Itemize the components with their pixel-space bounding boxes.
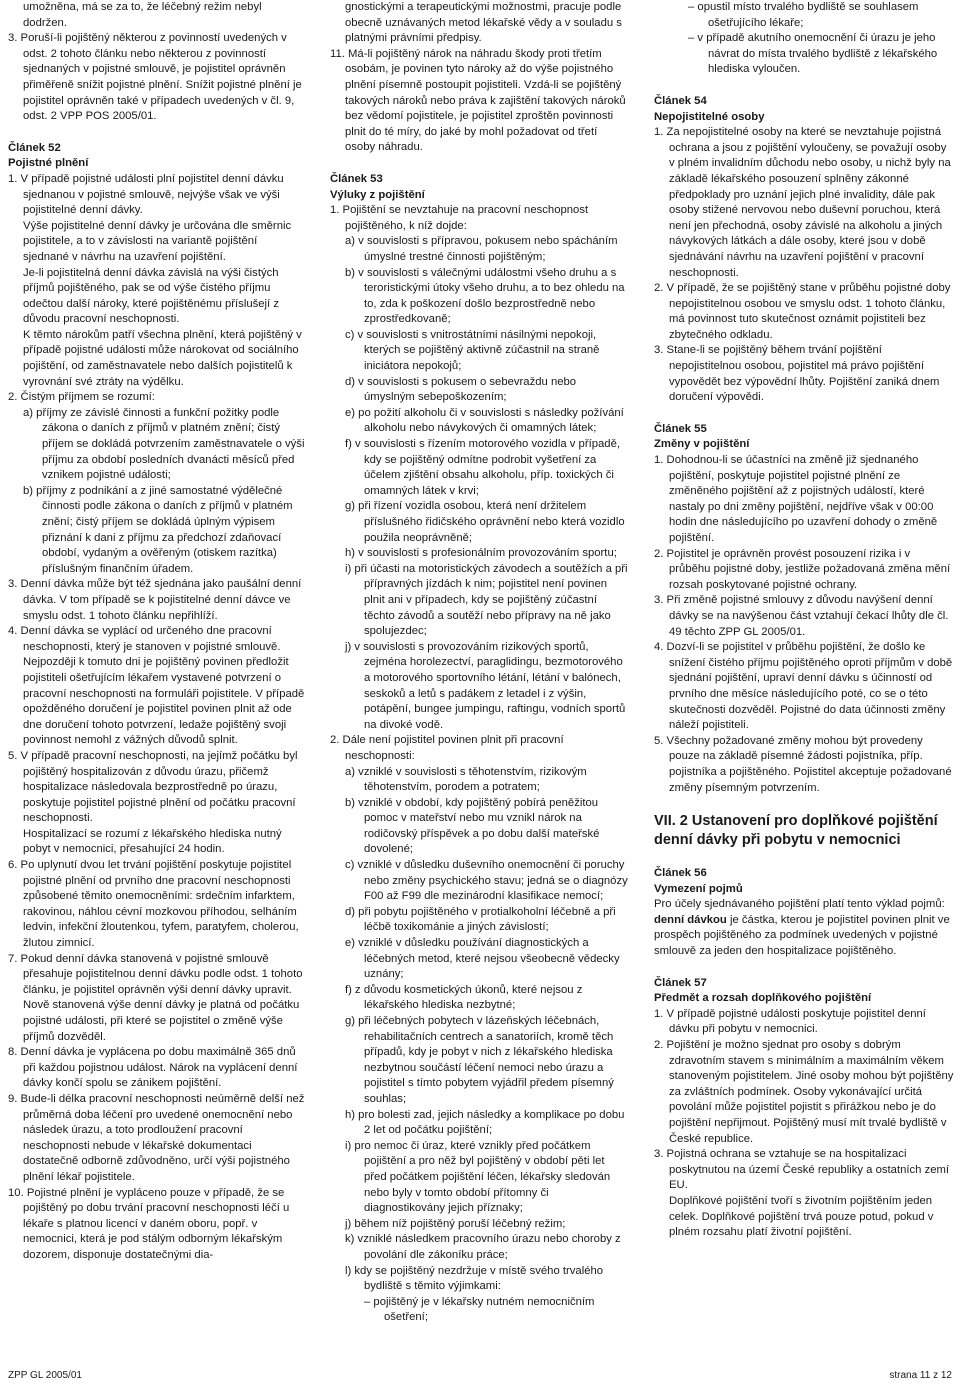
column-right — [654, 0, 954, 1241]
article-54-body — [654, 125, 954, 406]
text-paragraph: Hospitalizací se rozumí z lékařského hlediska nutný pobyt v nemocnici, přesahující 24 hodin. — [23, 827, 282, 856]
text-paragraph: umožněna, má se za to, že léčebný režim nebyl dodržen. — [23, 1, 262, 29]
text-paragraph: – opustil místo trvalého bydliště se souhlasem ošetřujícího lékaře; — [688, 1, 919, 29]
section-heading: VII. 2 Ustanovení pro doplňkové pojištění denní dávky při pobytu v nemocnici — [654, 813, 938, 849]
article-54-title: Nepojistitelné osoby — [654, 110, 765, 123]
article-52-heading: Článek 52 — [8, 141, 61, 154]
article-56-body — [654, 897, 954, 959]
text-paragraph: Je-li pojistitelná denní dávka závislá na výši čistých příjmů pojištěného, pak se od výše čistého příjmu odečtou další nároky, které pojištěnému příslušejí z důvodu pracovní neschopnosti. — [23, 266, 279, 326]
article-56-heading: Článek 56 — [654, 867, 707, 880]
text-paragraph: d) v souvislosti s pokusem o sebevraždu nebo úmyslným sebepoškozením; — [345, 375, 577, 404]
article-52-title: Pojistné plnění — [8, 157, 89, 170]
text-paragraph: l) kdy se pojištěný nezdržuje v místě svého trvalého bydliště s těmito výjimkami: — [345, 1264, 604, 1293]
article-55-body — [654, 453, 954, 796]
text-paragraph: gnostickými a terapeutickými možnostmi, pracuje podle obecně uznávaných metod lékařské vědy a v souladu s platnými právními předpisy. — [345, 1, 622, 45]
text-paragraph: f) z důvodu kosmetických úkonů, které nejsou z lékařského hlediska nezbytné; — [345, 983, 583, 1012]
text-paragraph: 2. Dále není pojistitel povinen plnit při pracovní neschopnosti: — [330, 734, 564, 762]
text-paragraph: – v případě akutního onemocnění či úrazu je jeho návrat do místa trvalého bydliště z lékařského hlediska vyloučen. — [688, 32, 938, 76]
text-paragraph: 3. Při změně pojistné smlouvy z důvodu navýšení denní dávky se na navýšenou část vztahují čekací lhůty dle čl. 49 těchto ZPP GL 2005/01. — [654, 594, 949, 638]
text-paragraph: 6. Po uplynutí dvou let trvání pojištění poskytuje pojistitel pojistné plnění od prvního dne pracovní neschopnosti způsobené těmito onemocněními: srdečním infarktem, rakovinou, náhlou cévní mozkovou příhodou, selháním ledvin, infekční žloutenkou, tyfem, paratyfem, cholerou, žlutou zimnicí. — [8, 859, 299, 950]
text-paragraph: 1. Dohodnou-li se účastníci na změně již sjednaného pojištění, poskytuje pojistitel pojistné plnění ze změněného pojištění až z pojistných událostí, které nastaly po dni změny pojištění, nejdříve však v 00:00 hodin dne následujícího po uzavření dohody o změně pojištění. — [654, 454, 938, 544]
text-paragraph: c) vzniklé v důsledku duševního onemocnění či poruchy nebo změny psychického stavu; jedná se o diagnózy F00 až F99 dle mezinárodní klasifikace nemocí; — [345, 859, 628, 903]
text-paragraph: b) příjmy z podnikání a z jiné samostatné výdělečné činnosti podle zákona o daních z příjmů v platném znění; čistý příjem se dokládá úplným výpisem přiznání k dani z příjmu za předchozí zdaňovací období, vydaným a ověřeným (otiskem razítka) příslušným finančním úřadem. — [23, 484, 293, 575]
text-paragraph: e) po požití alkoholu či v souvislosti s následky požívání alkoholu nebo návykových či omamných látek; — [345, 406, 624, 435]
text-paragraph: 3. Stane-li se pojištěný během trvání pojištění nepojistitelnou osobou, pojistitel má právo pojištění vypovědět bez výpovědní lhůty. Pojištění zaniká dnem doručení výpovědi. — [654, 344, 940, 404]
text-paragraph: h) pro bolesti zad, jejich následky a komplikace po dobu 2 let od počátku pojištění; — [345, 1108, 625, 1137]
col3-top — [654, 0, 954, 78]
article-56-text-a: Pro účely sjednávaného pojištění platí tento výklad pojmů: — [654, 898, 945, 911]
article-57-heading: Článek 57 — [654, 976, 707, 989]
article-56-text-b: je částka, kterou je pojistitel povinen plnit ve prospěch pojištěného za podmínek uvedených v pojistné smlouvě za jeden den hospitalizace pojištěného. — [654, 913, 950, 958]
column-left — [8, 0, 306, 1264]
text-paragraph: k) vzniklé následkem pracovního úrazu nebo choroby z povolání dle zákoníku práce; — [345, 1233, 621, 1261]
article-56-term: denní dávkou — [654, 913, 727, 926]
text-paragraph: i) při účasti na motoristických závodech a soutěžích a při přípravných jízdách k nim; pojistitel není povinen plnit ani v případech, kdy se pojištěný zúčastní těchto závodů a soutěží nebo přípravy na ně jako spolujezdec; — [345, 562, 628, 638]
article-57-body — [654, 1007, 954, 1241]
text-paragraph: 4. Denní dávka se vyplácí od určeného dne pracovní neschopnosti, který je stanoven v pojistné smlouvě. Nejpozději k tomuto dni je pojištěný povinen předložit pojistiteli ošetřujícím lékařem vystavené potvrzení o pracovní neschopnosti na formuláři pojistitele. V případě opožděného doručení je pojistitel povinen plnit až ode dne doručení tohoto potvrzení, ledaže pojištěný svoji povinnost nemohl z vážných důvodů splnit. — [8, 625, 305, 747]
text-paragraph: K těmto nárokům patří všechna plnění, která pojištěný v případě pojistné události může nárokovat od sociálního pojištění, od zaměstnavatele nebo dalších pojistitelů k vyrovnání své ztráty na výdělku. — [23, 328, 302, 388]
text-paragraph: f) v souvislosti s řízením motorového vozidla v případě, kdy se pojištěný odmítne podrobit vyšetření za účelem zjištění obsahu alkoholu, příp. toxických či omamných látek v krvi; — [345, 438, 621, 497]
article-55-heading: Článek 55 — [654, 422, 707, 435]
text-paragraph: c) v souvislosti s vnitrostátními násilnými nepokoji, kterých se pojištěný aktivně zúčastnil na straně iniciátora nepokojů; — [345, 328, 600, 373]
text-paragraph: 11. Má-li pojištěný nárok na náhradu škody proti třetím osobám, je povinen tyto nároky až do výše pojistného plnění písemně postoupit pojistiteli. Vzdá-li se pojištěný takových nároků nebo práva k zajištění takových nároků bez vědomí pojistitele, je pojistitel zproštěn povinnosti plnit do té míry, do jaké by mohl požadovat od třetí osoby náhradu. — [330, 47, 626, 154]
article-55-title: Změny v pojištění — [654, 438, 750, 451]
text-paragraph: 9. Bude-li délka pracovní neschopnosti neúměrně delší než průměrná doba léčení pro uvedené onemocnění nebo následek úrazu, a toto prodloužení pracovní neschopnosti nebude v lékařské dokumentaci dostatečně odborně zdůvodněno, určí výši pojistného plnění lékař pojistitele. — [8, 1092, 305, 1183]
text-paragraph: a) příjmy ze závislé činnosti a funkční požitky podle zákona o daních z příjmů v platném znění; čistý příjem se dokládá potvrzením zaměstnavatele o výši příjmu za období posledních dvanácti měsíců před vznikem pojistné události; — [23, 406, 305, 482]
text-paragraph: b) vzniklé v období, kdy pojištěný pobírá peněžitou pomoc v mateřství nebo mu vznikl nárok na rodičovský příspěvek a po dobu další mateřské dovolené; — [345, 796, 600, 856]
text-paragraph: 2. Čistým příjmem se rozumí: — [8, 391, 155, 404]
text-paragraph: 3. Pojistná ochrana se vztahuje se na hospitalizaci poskytnutou na území České republiky a ostatních zemí EU. — [654, 1148, 950, 1192]
col2-top — [330, 0, 630, 156]
text-paragraph: 3. Poruší-li pojištěný některou z povinností uvedených v odst. 2 tohoto článku nebo některou z povinností sjednaných v pojistné smlouvě, je pojistitel oprávněn přiměřeně snížit pojistné plnění. Snížit pojistné plnění je pojistitel oprávněn také v případech uvedených v čl. 9, odst. 2 VPP POS 2005/01. — [8, 32, 302, 123]
text-paragraph: h) v souvislosti s profesionálním provozováním sportu; — [345, 547, 617, 560]
article-53-body — [330, 203, 630, 1326]
text-paragraph: 2. V případě, že se pojištěný stane v průběhu pojistné doby nepojistitelnou osobou ve smyslu odst. 1 tohoto článku, má povinnost tuto skutečnost oznámit pojistiteli bez zbytečného odkladu. — [654, 282, 951, 341]
text-paragraph: a) vzniklé v souvislosti s těhotenstvím, rizikovým těhotenstvím, porodem a potratem; — [345, 765, 587, 794]
text-paragraph: 1. Pojištění se nevztahuje na pracovní neschopnost pojištěného, k níž dojde: — [330, 204, 589, 232]
article-54-heading: Článek 54 — [654, 94, 707, 107]
text-paragraph: 5. V případě pracovní neschopnosti, na jejímž počátku byl pojištěný hospitalizován z důvodu úrazu, přičemž hospitalizace následovala bezprostředně po úrazu, poskytuje pojistitel pojistné plnění od počátku pracovní neschopnosti. — [8, 749, 298, 825]
article-53-heading: Článek 53 — [330, 172, 383, 185]
text-paragraph: 3. Denní dávka může být též sjednána jako paušální denní dávka. V tom případě se k pojistitelné denní dávce ve smyslu odst. 1 tohoto článku nepřihlíží. — [8, 578, 302, 622]
text-paragraph: 1. Za nepojistitelné osoby na které se nevztahuje pojistná ochrana a jsou z pojištění vyloučeny, se považují osoby v plném invalidním důchodu nebo osoby, u nichž byly na základě lékařského posouzení splněny zákonné předpoklady pro uznání jejich plné invalidity, dále pak osoby stižené nervovou nebo duševní poruchou, která není jen přechodná, osoby závislé na alkoholu a jiných návykových látkách a dále osoby, které jsou v době sjednávání návrhu na uzavření pojištění v pracovní neschopnosti. — [654, 126, 951, 279]
text-paragraph: b) v souvislosti s válečnými událostmi všeho druhu a s teroristickými útoky všeho druhu, a to bez ohledu na to, zda k poškození došlo bezprostředně nebo zprostředkovaně; — [345, 266, 625, 326]
text-paragraph: 10. Pojistné plnění je vypláceno pouze v případě, že se pojištěný po dobu trvání pracovní neschopnosti léčí u lékaře s platnou licencí v daném oboru, popř. v nemocnici, která je pod stálým odborným lékařským dozorem, disponuje dostatečnými dia- — [8, 1186, 290, 1261]
text-paragraph: d) při pobytu pojištěného v protialkoholní léčebně a při léčbě toxikománie a jiných závislostí; — [345, 905, 616, 934]
article-52-body — [8, 172, 306, 1264]
text-paragraph: 4. Dozví-li se pojistitel v průběhu pojištění, že došlo ke snížení čistého příjmu pojištěného oproti příjmům v době sjednání pojištění, upraví denní dávku s účinností od prvního dne měsíce následujícího poté, co se o této skutečnosti dozvěděl. Pojistné do data účinnosti změny náleží pojistiteli. — [654, 641, 953, 732]
text-paragraph: g) při řízení vozidla osobou, která není držitelem příslušného řidičského oprávnění nebo která vozidlo použila neoprávněně; — [345, 500, 625, 544]
text-paragraph: 2. Pojistitel je oprávněn provést posouzení rizika i v průběhu pojistné doby, jestliže požadovaná změna mění rozsah poskytované pojistné ochrany. — [654, 547, 951, 591]
footer-page-number: strana 11 z 12 — [889, 1370, 952, 1381]
footer-document-code: ZPP GL 2005/01 — [8, 1370, 82, 1381]
text-paragraph: g) při léčebných pobytech v lázeňských léčebnách, rehabilitačních centrech a sanatoriích, kromě těch případů, kdy je pobyt v nich z lékařského hlediska nezbytnou součástí léčení nemoci nebo úrazu a pojistitel s tímto pobytem vyjádřil předem písemný souhlas; — [345, 1015, 614, 1105]
text-paragraph: 1. V případě pojistné události plní pojistitel denní dávku sjednanou v pojistné smlouvě, nejvýše však ve výši pojistitelné denní dávky. — [8, 172, 284, 217]
text-paragraph: 7. Pokud denní dávka stanovená v pojistné smlouvě přesahuje pojistitelnou denní dávku podle odst. 1 tohoto článku, je pojistitel oprávněn výši denní dávky upravit. Nově stanovená výše denní dávky je platná od počátku pojistné události, při které se pojistitel o změně výše příjmů dozvěděl. — [8, 952, 303, 1043]
text-paragraph: 1. V případě pojistné události poskytuje pojistitel denní dávku při pobytu v nemocnici. — [654, 1007, 926, 1036]
text-paragraph: – pojištěný je v lékařsky nutném nemocničním ošetření; — [364, 1295, 595, 1324]
text-paragraph: j) v souvislosti s provozováním rizikových sportů, zejména horolezectví, paraglidingu, bezmotorového a motorového sportovního létání, létání v balónech, seskoků a letů s padákem z letadel i z výšin, potápění, bungee jumpingu, raftingu, vodních sportů na divoké vodě. — [345, 640, 626, 731]
text-paragraph: Doplňkové pojištění tvoří s životním pojištěním jeden celek. Doplňkové pojištění trvá pouze potud, pokud v plném rozsahu platí životní pojištění. — [669, 1194, 934, 1239]
text-paragraph: 2. Pojištění je možno sjednat pro osoby s dobrým zdravotním stavem s minimálním a maximálním věkem stanoveným pojistitelem. Jiné osoby mohou být pojištěny za zvláštních podmínek. Osoby vykonávající určitá povolání může pojistitel pojistit s přirážkou nebo je do pojištění nepřijmout. Pojištěný musí mít trvalé bydliště v České republice. — [654, 1039, 954, 1145]
text-paragraph: 8. Denní dávka je vyplácena po dobu maximálně 365 dnů při každou pojistnou událost. Nárok na vyplácení denní dávky končí spolu se zánikem pojištění. — [8, 1046, 298, 1090]
article-57-title: Předmět a rozsah doplňkového pojištění — [654, 992, 872, 1005]
column-middle — [330, 0, 630, 1326]
text-paragraph: e) vzniklé v důsledku používání diagnostických a léčebných metod, které nejsou všeobecně vědecky uznány; — [345, 937, 620, 981]
col1-top — [8, 0, 306, 125]
text-paragraph: a) v souvislosti s přípravou, pokusem nebo spácháním úmyslné trestné činnosti pojištěným; — [345, 235, 618, 263]
article-56-title: Vymezení pojmů — [654, 882, 743, 895]
text-paragraph: 5. Všechny požadované změny mohou být provedeny pouze na základě písemné žádosti pojistníka, příp. pojistníka a pojištěného. Pojistitel akceptuje požadované změny písemným potvrzením. — [654, 734, 952, 794]
article-53-title: Výluky z pojištění — [330, 188, 425, 201]
text-paragraph: j) během níž pojištěný poruší léčebný režim; — [345, 1217, 566, 1230]
text-paragraph: Výše pojistitelné denní dávky je určována dle směrnic pojistitele, a to v závislosti na variantě pojištění sjednané v návrhu na uzavření pojištění. — [23, 219, 292, 263]
text-paragraph: i) pro nemoc či úraz, které vznikly před počátkem pojištění a pro něž byl pojištěný v období pěti let před počátkem pojištění léčen, lékařsky sledován nebo byly v tomto období přítomny či diagnostikovány jejich příznaky; — [345, 1139, 611, 1215]
